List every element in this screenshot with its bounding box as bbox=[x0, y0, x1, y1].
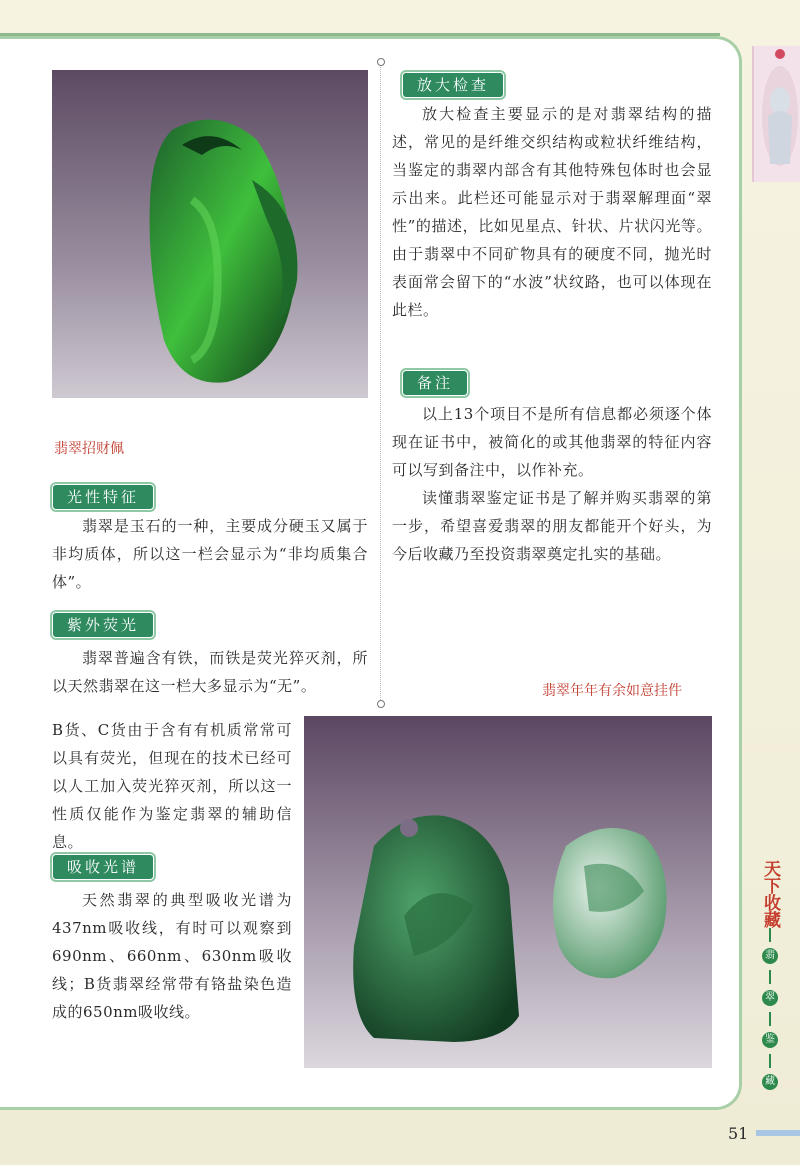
caption-top: 翡翠招财佩 bbox=[54, 441, 124, 457]
page-number: 51 bbox=[728, 1124, 749, 1143]
text-xishou-0: 天然翡翠的典型吸收光谱为437nm吸收线，有时可以观察到690nm、660nm、630nm吸收线；B货翡翠经常带有铬盐染色造成的650nm吸收线。 bbox=[52, 891, 292, 1021]
side-tab bbox=[752, 860, 788, 1096]
side-tab-line bbox=[769, 928, 771, 942]
text-beizhu-0: 以上13个项目不是所有信息都必须逐个体现在证书中，被简化的或其他翡翠的特征内容可以写到备注中，以作补充。 bbox=[392, 405, 712, 479]
heading-beizhu: 备注 bbox=[402, 370, 468, 396]
paragraph-ziwai-narrow bbox=[52, 716, 292, 856]
paragraph-fangda bbox=[392, 100, 712, 324]
side-tab-line bbox=[769, 1012, 771, 1026]
paragraph-ziwai-top bbox=[52, 644, 368, 716]
side-tab-char: 鉴 bbox=[762, 1032, 778, 1048]
text-fangda-0: 放大检查主要显示的是对翡翠结构的描述，常见的是纤维交织结构或粒状纤维结构，当鉴定的翡翠内部含有其他特殊包体时也会显示出来。此栏还可能显示对于翡翠解理面“翠性”的描述，比如见星点、针状、片状闪光等。由于翡翠中不同矿物具有的硬度不同，抛光时表面常会留下的“水波”状纹路，也可以体现在此栏。 bbox=[392, 105, 712, 319]
text-ziwai-cont: B货、C货由于含有有机质常常可以具有荧光，但现在的技术已经可以人工加入荧光猝灭剂，所以这一性质仅能作为鉴定翡翠的辅助信息。 bbox=[52, 721, 292, 851]
jade-pendant-image-bottom bbox=[304, 716, 712, 1068]
heading-guangxing: 光性特征 bbox=[52, 484, 154, 510]
side-tab-char: 翠 bbox=[762, 990, 778, 1006]
paragraph-guangxing bbox=[52, 512, 368, 596]
guanyin-thumbnail-image bbox=[752, 46, 800, 182]
text-ziwai-0: 翡翠普遍含有铁，而铁是荧光猝灭剂，所以天然翡翠在这一栏大多显示为“无”。 bbox=[52, 649, 368, 695]
side-tab-line bbox=[769, 970, 771, 984]
heading-fangda: 放大检查 bbox=[402, 72, 504, 98]
caption-bottom: 翡翠年年有余如意挂件 bbox=[542, 683, 682, 699]
side-tab-line bbox=[769, 1054, 771, 1068]
divider-dot bbox=[377, 700, 385, 708]
page-number-bar bbox=[756, 1130, 800, 1136]
text-beizhu-1: 读懂翡翠鉴定证书是了解并购买翡翠的第一步，希望喜爱翡翠的朋友都能开个好头，为今后收藏乃至投资翡翠奠定扎实的基础。 bbox=[392, 489, 712, 563]
paragraph-xishou bbox=[52, 886, 292, 1026]
jade-pendant-image-top bbox=[52, 70, 368, 398]
divider-dot bbox=[377, 58, 385, 66]
side-tab-char: 翡 bbox=[762, 948, 778, 964]
text-guangxing-0: 翡翠是玉石的一种，主要成分硬玉又属于非均质体，所以这一栏会显示为“非均质集合体”。 bbox=[52, 517, 368, 591]
side-tab-title: 天下收藏 bbox=[760, 860, 780, 928]
heading-xishou: 吸收光谱 bbox=[52, 854, 154, 880]
heading-ziwai: 紫外荧光 bbox=[52, 612, 154, 638]
column-divider bbox=[380, 62, 381, 702]
side-tab-char: 藏 bbox=[762, 1074, 778, 1090]
paragraph-beizhu bbox=[392, 400, 712, 568]
